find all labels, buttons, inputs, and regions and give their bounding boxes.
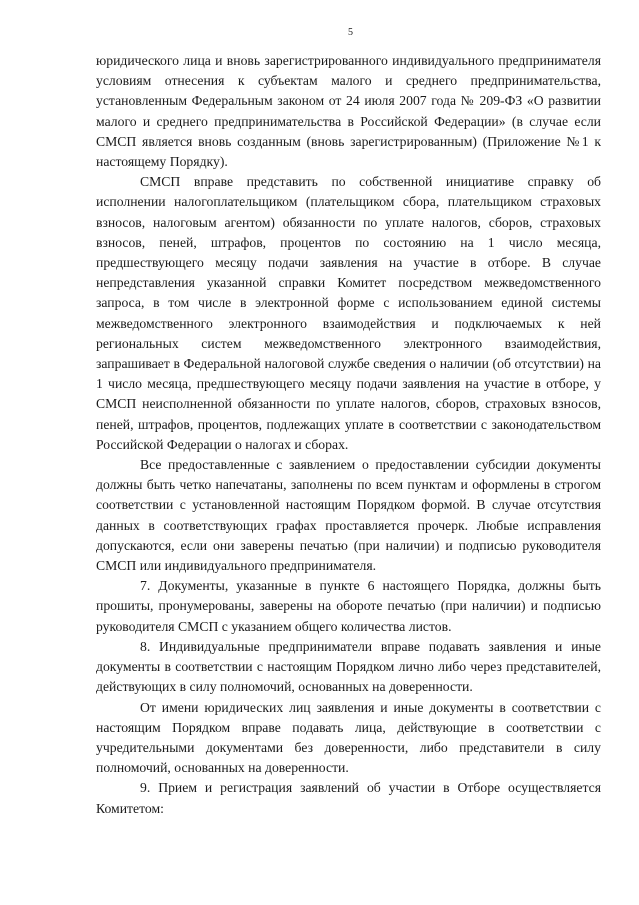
paragraph-document-requirements: Все предоставленные с заявлением о предоставлении субсидии документы должны быть четко напечатаны, заполнены по всем пунктам и оформлены в строгом соответствии с установленной настоящим Порядком формой. В случае отсутствия данных в соответствующих графах проставляется прочерк. Любые исправления допускаются, если они заверены печатью (при наличии) и подписью руководителя СМСП или индивидуального предпринимателя. xyxy=(96,457,601,574)
paragraph-item-9: 9. Прием и регистрация заявлений об участии в Отборе осуществляется Комитетом: xyxy=(96,780,601,816)
paragraph-item-7: 7. Документы, указанные в пункте 6 настоящего Порядка, должны быть прошиты, пронумерованы, заверены на обороте печатью (при наличии) и подписью руководителя СМСП с указанием общего количества листов. xyxy=(96,578,601,634)
paragraph-legal-entities: От имени юридических лиц заявления и иные документы в соответствии с настоящим Порядком вправе подавать лица, действующие в соответствии с учредительными документами без доверенности, либо представители в силу полномочий, основанных на доверенности. xyxy=(96,699,601,776)
paragraph-tax-certificate: СМСП вправе представить по собственной инициативе справку об исполнении налогоплательщиком (плательщиком сбора, плательщиком страховых взносов, налоговым агентом) обязанности по уплате налогов, сборов, страховых взносов, пеней, штрафов, процентов по состоянию на 1 число месяца, предшествующего месяцу подачи заявления на участие в отборе. В случае непредставления указанной справки Комитет посредством межведомственного запроса, в том числе в электронной форме с использованием единой системы межведомственного электронного взаимодействия и подключаемых к ней региональных систем межведомственного электронного взаимодействия, запрашивает в Федеральной налоговой службе сведения о наличии (об отсутствии) на 1 число месяца, предшествующего месяцу подачи заявления на участие в отборе, у СМСП неисполненной обязанности по уплате налогов, сборов, страховых взносов, пеней, штрафов, процентов, подлежащих уплате в соответствии с законодательством Российской Федерации о налогах и сборах. xyxy=(96,174,601,452)
page-number: 5 xyxy=(348,27,353,38)
paragraph-item-8: 8. Индивидуальные предприниматели вправе подавать заявления и иные документы в соответствии с настоящим Порядком лично либо через представителей, действующих в силу полномочий, основанных на доверенности. xyxy=(96,638,601,695)
paragraph-continuation: юридического лица и вновь зарегистрированного индивидуального предпринимателя условиям отнесения к субъектам малого и среднего предпринимательства, установленным Федеральным законом от 24 июля 2007 года № 209-ФЗ «О развитии малого и среднего предпринимательства в Российской Федерации» (в случае если СМСП является вновь созданным (вновь зарегистрированным) (Приложение №1 к настоящему Порядку). xyxy=(96,53,601,170)
